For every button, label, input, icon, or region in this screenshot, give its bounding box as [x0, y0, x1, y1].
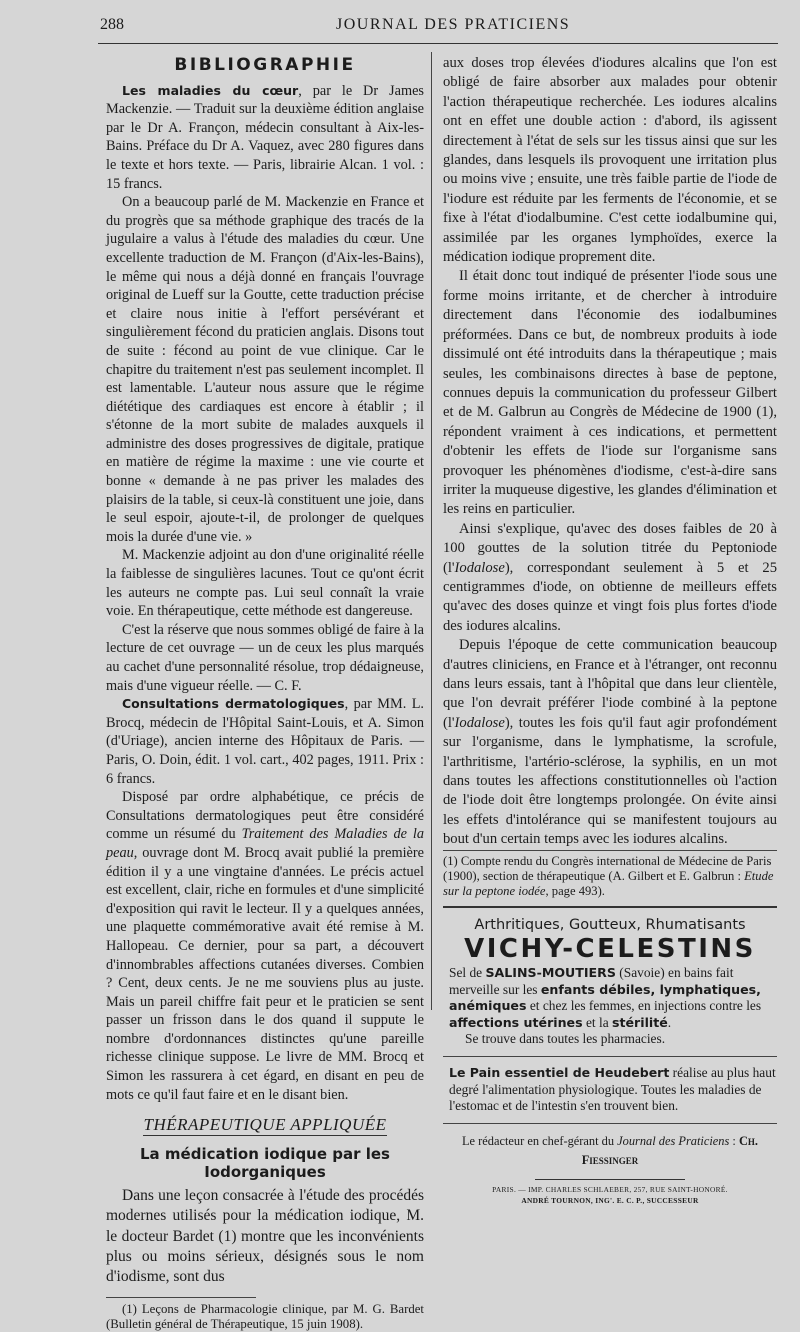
review-1-paragraph: On a beaucoup parlé de M. Mackenzie en France et du progrès que sa méthode graphique des tracés de la jugulaire a valus à l'étude des maladies du cœur. Une excellente traduction de M. Françon (d'Aix-les-Bains), le même qui nous a déjà donné en français l'ouvrage original de Lueff sur la Goutte, cette traduction précise et claire nous initie à l'effort persévérant et singulièrement fécond du praticien anglais. Disons tout de suite : fécond au point de vue clinique. Car le chapitre du traitement n'est pas seulement incomplet. Il est lamentable. L'auteur nous assure que le régime diététique des cardiaques est encore à établir ; il s'étonne de la mort subite de malades auxquels il administre des doses progressives de digitale, pratique en matière de régime la maxime : une vie courte et bonne « demande à ne pas priver les malades des plaisirs de la table, si ceux-là constituent une joie, dans le seul espoir, ajoute-t-il, de prolonger de quelques mois la durée d'une vie. » — [106, 194, 424, 545]
article-paragraph: Dans une leçon consacrée à l'étude des procédés modernes utilisés pour la médication iodique, M. le docteur Bardet (1) montre que les inconvénients plus ou moins sérieux, désignés sous le nom d'iodisme, sont dus — [106, 1187, 424, 1286]
ad-bold: stérilité — [611, 1014, 668, 1030]
footnote-rule — [106, 1297, 256, 1298]
section-title: BIBLIOGRAPHIE — [174, 55, 356, 75]
text-run: Depuis l'époque de cette communication beaucoup d'autres cliniciens, en France et à l'étranger, ont reconnu dans leurs essais, tant à l'hôpital que dans leur clientèle, que l'on devrait préférer l'iode combiné à la peptone (l' — [443, 637, 777, 731]
text-run: et chez les femmes, en injections contre les — [526, 998, 762, 1014]
column-divider — [431, 52, 432, 1010]
therapy-heading-text: THÉRAPEUTIQUE APPLIQUÉE — [143, 1115, 387, 1135]
italic-product: Iodalose — [454, 714, 505, 731]
imprint-line: ANDRÉ TOURNON, ING'. E. C. P., SUCCESSEUR — [521, 1195, 699, 1205]
editor-line — [443, 1132, 777, 1171]
article-paragraph — [443, 636, 777, 849]
text-run: Sel de — [449, 965, 486, 981]
italic-title: Journal des Praticiens — [617, 1133, 730, 1148]
text-run: ), correspondant seulement à 5 et 25 centigrammes d'iode, on obtienne de meilleurs effets qu'avec des doses quinze et vingt fois plus fortes d'iode des iodures alcalins. — [443, 559, 777, 634]
ad-bold: enfants débiles, lymphatiques, anémiques — [449, 981, 761, 1014]
text-run: , page 493). — [545, 884, 605, 899]
text-run: réalise au plus haut degré l'alimentation physiologique. Toutes les maladies de l'estomac et de l'intestin s'en trouvent bien. — [449, 1065, 776, 1114]
advertisement-vichy — [443, 906, 777, 1057]
text-run: Disposé par ordre alphabétique, ce précis de Consultations dermatologiques peut être considéré comme un résumé du — [106, 789, 424, 843]
text-run: ), toutes les fois qu'il faut agir profondément sur l'organisme, dans le lymphatisme, la scrofule, l'arthritisme, l'artério-sclérose, la syphilis, en un mot dans toutes les affections constitutionnelles où l'action de l'iode doit être longtemps prolongée. On évite ainsi les effets d'intolérance qui se manifestent toujours au bout d'un certain temps avec les iodures alcalins. — [443, 714, 777, 848]
text-run: (1) Compte rendu du Congrès international de Médecine de Paris (1900), section de thérapeutique (A. Gilbert et E. Galbrun : — [443, 853, 772, 883]
text-run: Ainsi s'explique, qu'avec des doses faibles de 20 à 100 gouttes de la solution titrée du Peptoniode (l' — [443, 520, 777, 576]
article-paragraph: aux doses trop élevées d'iodures alcalins que l'on est obligé de faire absorber aux malades pour obtenir l'action thérapeutique recherchée. Les iodures alcalins ont en effet une double action : d'abord, ils agissent directement à l'état de sels sur les tissus ainsi que sur les glandes, dans lesquels ils provoquent une irritation plus ou moins vive ; ensuite, une très faible partie de l'iode de l'iodure est réduite par les ferments de l'économie, et se fixe à l'état d'iodalbumine. C'est cette iodalbumine qui, assimilée par les organes lymphoïdes, exerce la médication iodique proprement dite. — [443, 55, 777, 266]
review-1-citation — [106, 82, 424, 194]
imprint-rule — [535, 1179, 685, 1180]
ad-heading: Arthritiques, Goutteux, Rhumatisants — [474, 917, 746, 934]
italic-product: Iodalose — [454, 559, 505, 576]
review-2-title: Consultations dermatologiques — [122, 696, 345, 712]
review-2-author-line: , par MM. L. Brocq, médecin de l'Hôpital Saint-Louis, et A. Simon (d'Uriage), ancien interne des Hôpitaux de Paris. — Paris, O. Doin, édit. 1 vol. cart., 402 pages, 1911. Prix : 6 francs. — [106, 696, 425, 787]
review-2-paragraph — [106, 788, 424, 1104]
header-rule — [98, 43, 778, 44]
right-column — [443, 54, 777, 1206]
review-1-title: Les maladies du cœur — [122, 82, 299, 98]
text-run: Le rédacteur en chef-gérant du — [461, 1133, 618, 1148]
text-run: et la — [582, 1014, 612, 1030]
ad-bold: SALINS-MOUTIERS — [485, 965, 616, 981]
left-column — [106, 54, 424, 1332]
imprint-line: PARIS. — IMP. CHARLES SCHLAEBER, 257, RUE SAINT-HONORÉ. — [492, 1184, 728, 1194]
text-run: (Savoie) en bains fait merveille sur les — [449, 965, 734, 997]
therapy-heading — [106, 1116, 424, 1135]
editor-name: Ch. Fiessinger — [581, 1133, 758, 1168]
text-run: Se trouve dans toutes les pharmacies. — [465, 1031, 666, 1047]
review-1-paragraph: M. Mackenzie adjoint au don d'une originalité réelle la faiblesse de singulières lacunes. Tout ce qu'ont écrit les auteurs ne compte pas. Lui seul connaît la vraie voie. En thérapeutique, cette méthode est dangereuse. — [106, 547, 424, 620]
advertisement-heudebert — [443, 1057, 777, 1124]
right-footnote — [443, 850, 777, 900]
article-paragraph — [443, 520, 777, 636]
text-run: . — [667, 1014, 672, 1030]
text-run: , ouvrage dont M. Brocq avait publié la première édition il y a une vingtaine d'années. Le précis actuel est excellent, clair, riche en formules et d'une simplicité d'exposition qui ravit le lecteur. Il y a quelques années, une plaquette commémorative avait été remise à M. Hallopeau. Ce dernier, pour sa part, a découvert d'innombrables affections cutanées diverses. Combien ? Cent, deux cents. Je ne me souviens plus au juste. Mais un pareil chiffre fait peur et le praticien se sent passer un frisson dans le dos quand il suppute le nombre d'ordonnances distinctes qu'une pareille richesse clinique suppose. Le livre de MM. Brocq et Simon les rassurera à cet égard, en disant en peu de mots ce qu'il faut faire et en le disant bien. — [106, 844, 425, 1103]
article-paragraph: Il était donc tout indiqué de présenter l'iode sous une forme moins irritante, et de chercher à introduire directement dans l'économie des iodalbumines préformées. Dans ce but, de nombreux produits à iode dissimulé ont été introduits dans la thérapeutique ; mais seules, les combinaisons directes à base de peptone, connues depuis la communication du professeur Gilbert et de M. Galbrun au Congrès de Médecine de 1900 (1), répondent vraiment à ces indications, et permettent d'obtenir les effets de l'iode sur l'organisme sans provoquer les phénomènes d'iodisme, c'est-à-dire sans irriter la muqueuse digestive, les glandes d'élimination et les reins en particulier. — [443, 268, 777, 518]
page-number: 288 — [100, 16, 124, 33]
italic-title: Etude sur la peptone iodée — [443, 868, 774, 899]
journal-title: JOURNAL DES PRATICIENS — [336, 16, 571, 33]
ad-text — [443, 965, 777, 1048]
ad-bold: affections utérines — [449, 1014, 583, 1030]
page-header — [0, 16, 800, 46]
text-run: : — [729, 1133, 739, 1148]
ad-brand: VICHY-CELESTINS — [464, 933, 756, 964]
review-2-citation — [106, 695, 424, 788]
left-footnote: (1) Leçons de Pharmacologie clinique, par M. G. Bardet (Bulletin général de Thérapeutique, 15 juin 1908). — [106, 1301, 424, 1331]
article-title: La médication iodique par les Iodorganiques — [140, 1144, 390, 1182]
ad-bold: Le Pain essentiel de Heudebert — [449, 1065, 670, 1081]
review-1-paragraph: C'est la réserve que nous sommes obligé de faire à la lecture de cet ouvrage — un de ceux les plus marqués au cachet d'une personnalité résolue, trop dédaigneuse, mais d'une vigueur réelle. — C. F. — [106, 621, 424, 694]
review-1-author-line: , par le Dr James Mackenzie. — Traduit sur la deuxième édition anglaise par le Dr A. Françon, médecin consultant à Aix-les-Bains. Préface du Dr A. Vaquez, avec 280 figures dans le texte et hors texte. — Paris, librairie Alcan. 1 vol. : 15 francs. — [106, 82, 424, 192]
italic-title: Traitement des Maladies de la peau — [106, 826, 424, 861]
